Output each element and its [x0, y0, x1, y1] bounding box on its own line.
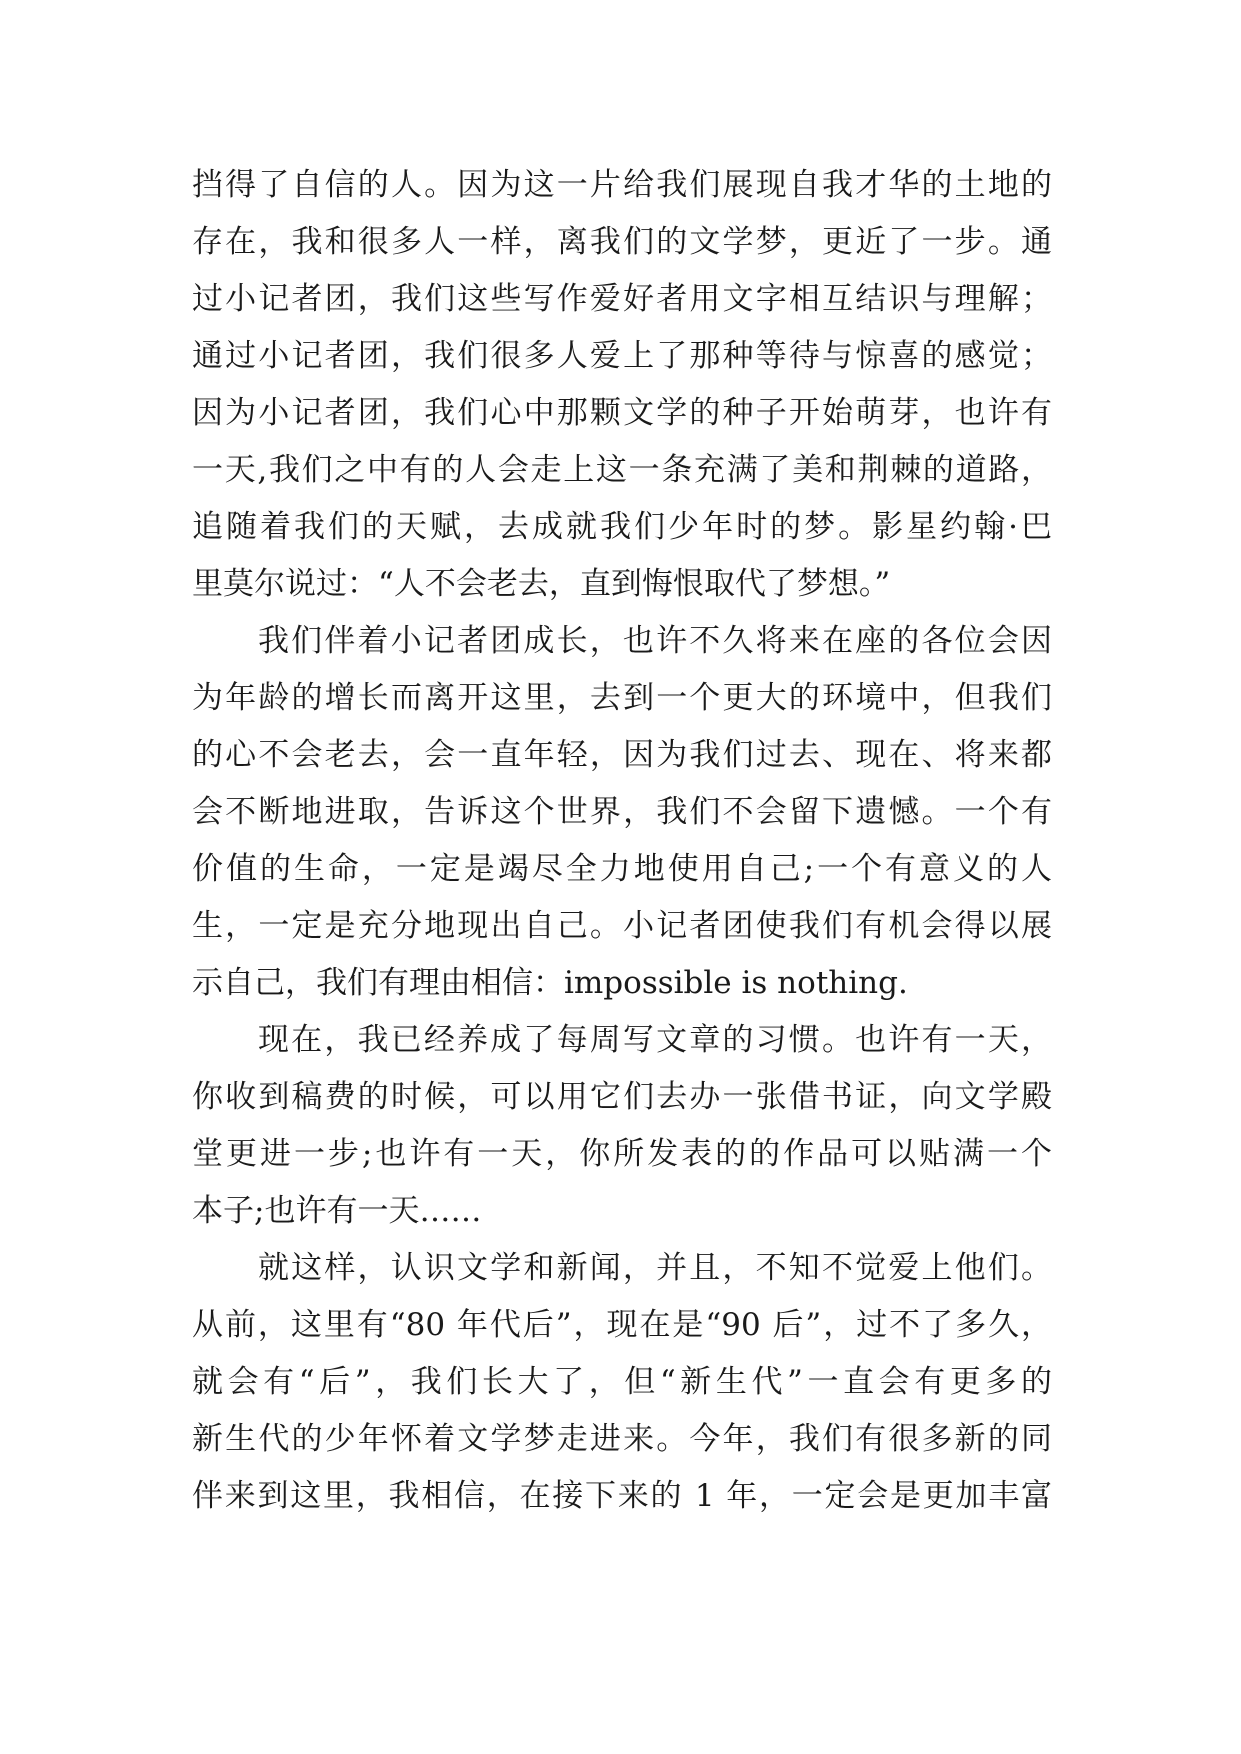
text-line-10: 为年龄的增长而离开这里，去到一个更大的环境中，但我们 [192, 680, 1052, 716]
text-line-3: 过小记者团，我们这些写作爱好者用文字相互结识与理解； [192, 281, 1052, 317]
text-line-16: 现在，我已经养成了每周写文章的习惯。也许有一天， [258, 1022, 1052, 1058]
text-line-18: 堂更进一步;也许有一天，你所发表的的作品可以贴满一个 [192, 1136, 1052, 1172]
text-line-15: 示自己，我们有理由相信：impossible is nothing. [192, 965, 908, 1001]
text-line-12: 会不断地进取，告诉这个世界，我们不会留下遗憾。一个有 [192, 794, 1052, 830]
text-line-17: 你收到稿费的时候，可以用它们去办一张借书证，向文学殿 [192, 1079, 1052, 1115]
text-line-19: 本子;也许有一天…… [192, 1193, 482, 1229]
text-line-11: 的心不会老去，会一直年轻，因为我们过去、现在、将来都 [192, 737, 1052, 773]
text-line-4: 通过小记者团，我们很多人爱上了那种等待与惊喜的感觉； [192, 338, 1052, 374]
text-line-5: 因为小记者团，我们心中那颗文学的种子开始萌芽，也许有 [192, 395, 1052, 431]
text-line-20: 就这样，认识文学和新闻，并且，不知不觉爱上他们。 [258, 1250, 1052, 1286]
text-line-21: 从前，这里有“80 年代后”，现在是“90 后”，过不了多久， [192, 1307, 1052, 1343]
text-line-7: 追随着我们的天赋，去成就我们少年时的梦。影星约翰·巴 [192, 509, 1052, 545]
text-line-2: 存在，我和很多人一样，离我们的文学梦，更近了一步。通 [192, 224, 1052, 260]
text-line-1: 挡得了自信的人。因为这一片给我们展现自我才华的土地的 [192, 167, 1052, 203]
text-line-8: 里莫尔说过：“人不会老去，直到悔恨取代了梦想。” [192, 566, 891, 602]
text-line-22: 就会有“后”，我们长大了，但“新生代”一直会有更多的 [192, 1364, 1052, 1400]
text-line-6: 一天,我们之中有的人会走上这一条充满了美和荆棘的道路， [192, 452, 1052, 488]
text-line-24: 伴来到这里，我相信，在接下来的 1 年，一定会是更加丰富 [192, 1478, 1052, 1514]
text-line-9: 我们伴着小记者团成长，也许不久将来在座的各位会因 [258, 623, 1052, 659]
text-line-13: 价值的生命，一定是竭尽全力地使用自己;一个有意义的人 [192, 851, 1052, 887]
text-line-14: 生，一定是充分地现出自己。小记者团使我们有机会得以展 [192, 908, 1052, 944]
text-line-23: 新生代的少年怀着文学梦走进来。今年，我们有很多新的同 [192, 1421, 1052, 1457]
